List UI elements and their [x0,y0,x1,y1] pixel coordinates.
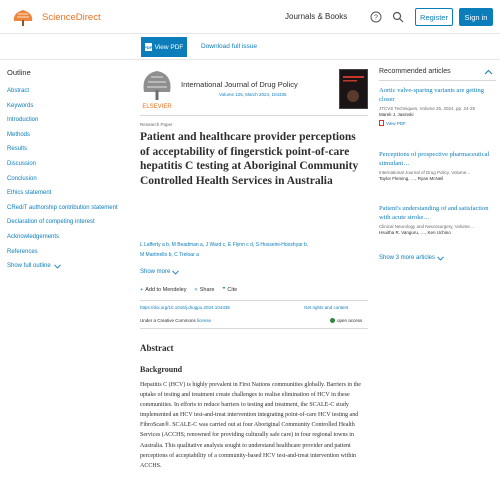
cover-art-icon [340,70,367,108]
abstract-paragraph: Hepatitis C (HCV) is highly prevalent in First Nations communities globally. Barriers in the uptake of testing and treatment create challenges to realise elimination of HCV in these communities. In efforts to reduce barriers to testing and treatment, the SCALE-C study implemented an HCV test-and-treat intervention integrating point-of-care HCV testing and FibroScan®. SCALE-C was carried out at four Aboriginal Community Controlled Health Services (ACCHS; renowned for providing culturally safe care) in four regional towns in Australia. This qualitative analysis sought to understand healthcare provider and patient perceptions of acceptability of a community-based HCV test-and-treat intervention within ACCHS. [140,382,361,469]
sign-in-button[interactable]: Sign in [459,8,493,26]
show-full-outline-label: Show full outline [7,263,51,270]
journal-header [140,66,368,116]
recommended-title: Recommended articles [379,68,451,75]
outline-item-abstract[interactable]: Abstract [7,88,30,94]
svg-text:?: ? [374,14,378,22]
article-actions [140,287,237,293]
abstract-heading: Abstract [140,343,174,353]
recommended-article [379,150,496,181]
recommended-article [379,204,496,235]
show-more-articles-button[interactable] [379,255,444,261]
show-more-label: Show more [140,269,171,275]
svg-text:ELSEVIER: ELSEVIER [142,104,172,110]
recommended-article-meta: Clinical Neurology and Neurosurgery, Volume… [379,224,475,229]
show-full-outline-button[interactable] [7,263,132,269]
outline-item-ethics[interactable]: Ethics statement [7,190,52,197]
license-link[interactable]: license [197,318,212,323]
recommended-article-authors: Taylor Fleming, …, Ryan McNeil [379,176,444,181]
cite-icon: ❞ [222,287,226,293]
divider [140,300,368,301]
article-title: Patient and healthcare provider perceptions of acceptability of fingerstick point-of-care hepatitis C testing at Aboriginal Community Controlled Health Services in Australia [140,131,359,187]
show-more-authors-button[interactable] [140,269,179,275]
recommended-article-meta: JTCVS Techniques, Volume 25, 2024, pp. 24-25 [379,106,475,111]
chevron-down-icon [437,256,444,261]
pdf-icon: PDF [144,44,153,50]
journals-books-link[interactable]: Journals & Books [285,12,348,21]
show-more-articles-label: Show 3 more articles [379,255,436,261]
recommended-view-pdf-label: View PDF [386,120,406,126]
author-line-1[interactable]: L Lafferty a b, M Beadman a, J Ward c, E Flynn c d, S Hosseini-Hooshyar b, [140,242,309,248]
elsevier-logo-icon[interactable] [8,8,38,28]
outline-item-methods[interactable]: Methods [7,131,31,138]
search-icon[interactable] [392,11,404,23]
open-access-label: open access [337,318,363,323]
license-prefix: Under a Creative Commons [140,318,198,323]
divider [140,328,368,329]
author-list [140,240,368,260]
recommended-view-pdf-link[interactable] [379,120,496,126]
open-access-badge [330,318,362,323]
recommended-article [379,86,496,126]
recommended-article-title[interactable]: Aortic valve-sparing variants are getting closer [379,87,485,103]
outline-item-credit[interactable]: CRediT authorship contribution statement [7,204,118,211]
elsevier-tree-logo-icon[interactable] [140,68,174,110]
help-icon[interactable] [370,11,382,23]
outline-item-conclusion[interactable]: Conclusion [7,175,37,182]
outline-item-references[interactable]: References [7,248,38,255]
open-access-icon [330,318,335,323]
divider [140,115,368,116]
recommended-article-authors: Marek J. Jasinski [379,112,414,117]
outline-item-keywords[interactable]: Keywords [7,102,34,109]
journal-cover-image[interactable] [339,69,368,109]
plus-icon: + [140,287,144,293]
outline-title: Outline [7,68,31,77]
chevron-up-icon[interactable] [484,68,493,77]
view-pdf-label: View PDF [154,43,184,51]
add-to-mendeley-label: Add to Mendeley [145,287,187,293]
author-line-2[interactable]: M Martinello b, C Treloar a [140,252,199,258]
download-full-issue-link[interactable]: Download full issue [201,43,258,50]
cite-button[interactable] [222,287,237,293]
view-pdf-button[interactable] [141,37,187,57]
outline-item-discussion[interactable]: Discussion [7,160,37,167]
add-to-mendeley-button[interactable] [140,287,187,293]
brand-name[interactable]: ScienceDirect [42,12,101,23]
journal-volume-link[interactable]: Volume 125, March 2024, 104335 [219,92,287,97]
outline-sidebar [7,68,132,269]
outline-item-results[interactable]: Results [7,146,28,153]
share-label: Share [199,287,215,293]
chevron-down-icon [172,270,179,275]
recommended-article-meta: International Journal of Drug Policy, Volume… [379,170,471,175]
chevron-down-icon [54,264,61,269]
recommended-article-authors: Hsuitha R. Vanguru, …, Ken Uchino [379,230,451,235]
cite-label: Cite [227,287,238,293]
outline-item-acknowledgements[interactable]: Acknowledgements [7,233,60,240]
top-navigation-bar [0,0,500,34]
share-button[interactable] [195,287,215,293]
outline-item-competing-interest[interactable]: Declaration of competing interest [7,219,95,226]
journal-title-link[interactable]: International Journal of Drug Policy [181,80,298,89]
paper-type: Research Paper [140,122,173,127]
pdf-icon [379,120,384,126]
recommended-article-title[interactable]: Patient's understanding of and satisfaction with acute stroke… [379,205,489,221]
background-heading: Background [140,365,183,374]
rights-link[interactable]: Get rights and content [304,305,349,310]
license-statement [140,318,211,323]
share-icon: < [194,287,198,293]
outline-item-introduction[interactable]: Introduction [7,117,39,124]
recommended-article-title[interactable]: Perceptions of prospective pharmaceutical stimulant… [379,151,490,167]
doi-link[interactable]: https://doi.org/10.1016/j.drugpo.2024.104335 [140,305,230,310]
register-button[interactable]: Register [415,8,453,26]
divider [379,80,496,81]
